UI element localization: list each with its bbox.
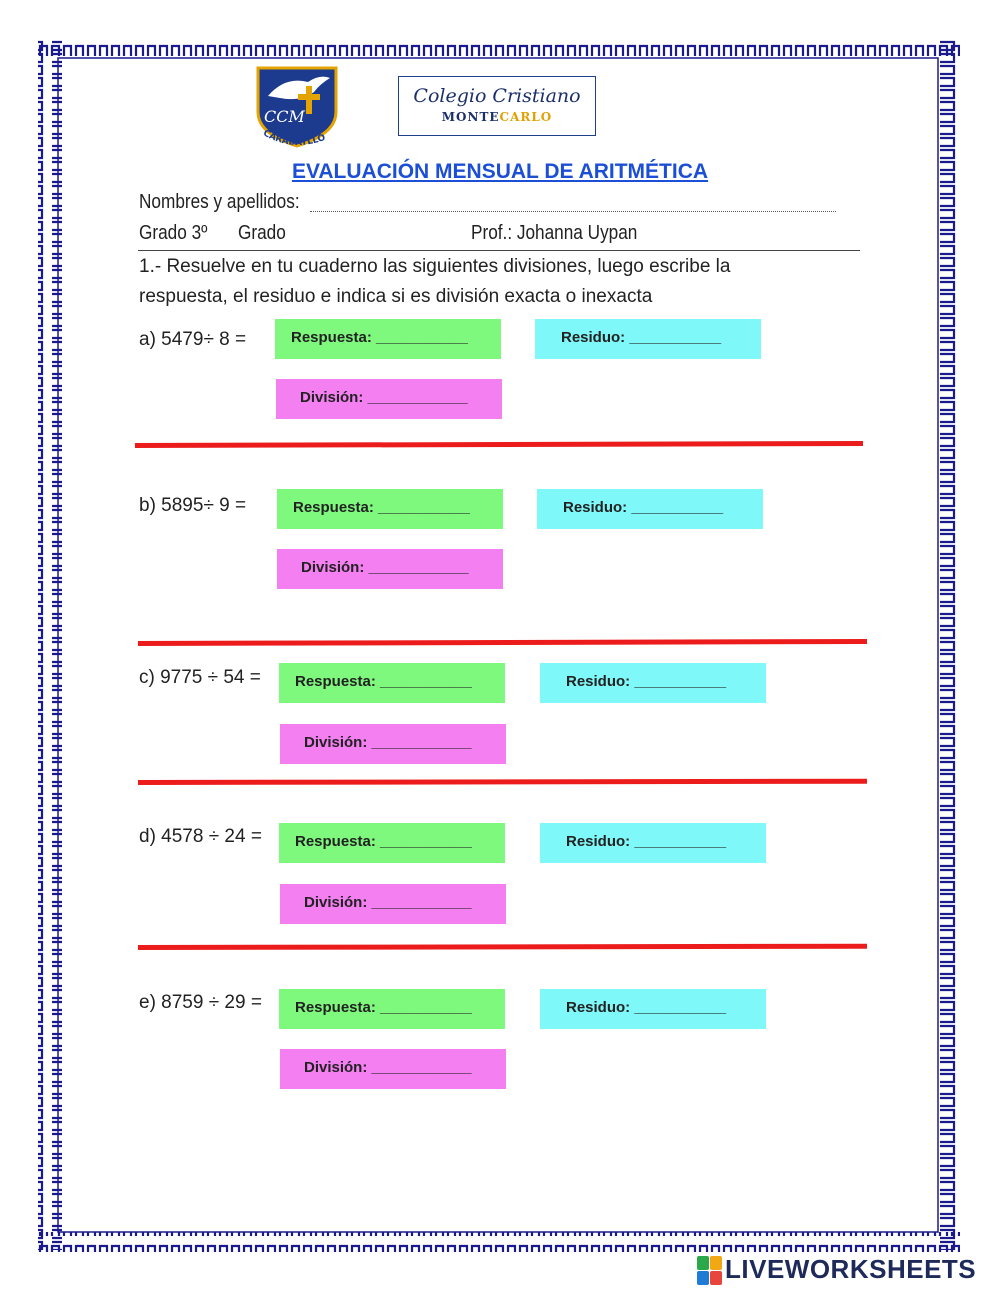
logo-caption: CARABAYLLO: [261, 128, 327, 149]
exercise-a-expression: a) 5479÷ 8 =: [139, 329, 247, 350]
instructions-line-1: 1.- Resuelve en tu cuaderno las siguientes divisiones, luego escribe la: [139, 256, 731, 277]
exercise-c-division-field[interactable]: División: ____________: [280, 724, 506, 764]
exercise-b-expression: b) 5895÷ 9 =: [139, 495, 247, 516]
school-subname-part1: MONTE: [441, 110, 500, 124]
school-subname-part2: CARLO: [499, 110, 553, 124]
liveworksheets-logo-icon: [697, 1256, 723, 1286]
grade-label: Grado 3º: [139, 222, 208, 244]
grade-word: Grado: [238, 222, 286, 244]
exercise-e-answer-field[interactable]: Respuesta: ___________: [279, 989, 505, 1029]
exercise-d-remainder-field[interactable]: Residuo: ___________: [540, 823, 766, 863]
liveworksheets-brand[interactable]: LIVEWORKSHEETS: [725, 1254, 977, 1284]
exercise-d-division-field[interactable]: División: ____________: [280, 884, 506, 924]
school-logo: [250, 64, 350, 150]
exercise-b-answer-field[interactable]: Respuesta: ___________: [277, 489, 503, 529]
logo-initials: CCM: [264, 107, 305, 126]
exercise-b-division-field[interactable]: División: ____________: [277, 549, 503, 589]
exercise-d-expression: d) 4578 ÷ 24 =: [139, 826, 262, 847]
exercise-a-answer-field[interactable]: Respuesta: ___________: [275, 319, 501, 359]
name-input-line[interactable]: [310, 211, 836, 212]
school-name-box: [398, 76, 596, 136]
exercise-b-remainder-field[interactable]: Residuo: ___________: [537, 489, 763, 529]
exercise-a-remainder-field[interactable]: Residuo: ___________: [535, 319, 761, 359]
instructions-line-2: respuesta, el residuo e indica si es división exacta o inexacta: [139, 286, 653, 307]
name-label: Nombres y apellidos:: [139, 191, 300, 213]
page-title: EVALUACIÓN MENSUAL DE ARITMÉTICA: [291, 160, 709, 183]
exercise-c-remainder-field[interactable]: Residuo: ___________: [540, 663, 766, 703]
exercise-d-answer-field[interactable]: Respuesta: ___________: [279, 823, 505, 863]
exercise-e-remainder-field[interactable]: Residuo: ___________: [540, 989, 766, 1029]
header-divider: [138, 250, 860, 251]
exercise-c-expression: c) 9775 ÷ 54 =: [139, 667, 261, 688]
teacher-name: Prof.: Johanna Uypan: [471, 222, 638, 244]
exercise-e-expression: e) 8759 ÷ 29 =: [139, 992, 262, 1013]
exercise-e-division-field[interactable]: División: ____________: [280, 1049, 506, 1089]
exercise-c-answer-field[interactable]: Respuesta: ___________: [279, 663, 505, 703]
school-name: Colegio Cristiano: [413, 85, 581, 107]
school-subname: [399, 110, 595, 124]
exercise-a-division-field[interactable]: División: ____________: [276, 379, 502, 419]
